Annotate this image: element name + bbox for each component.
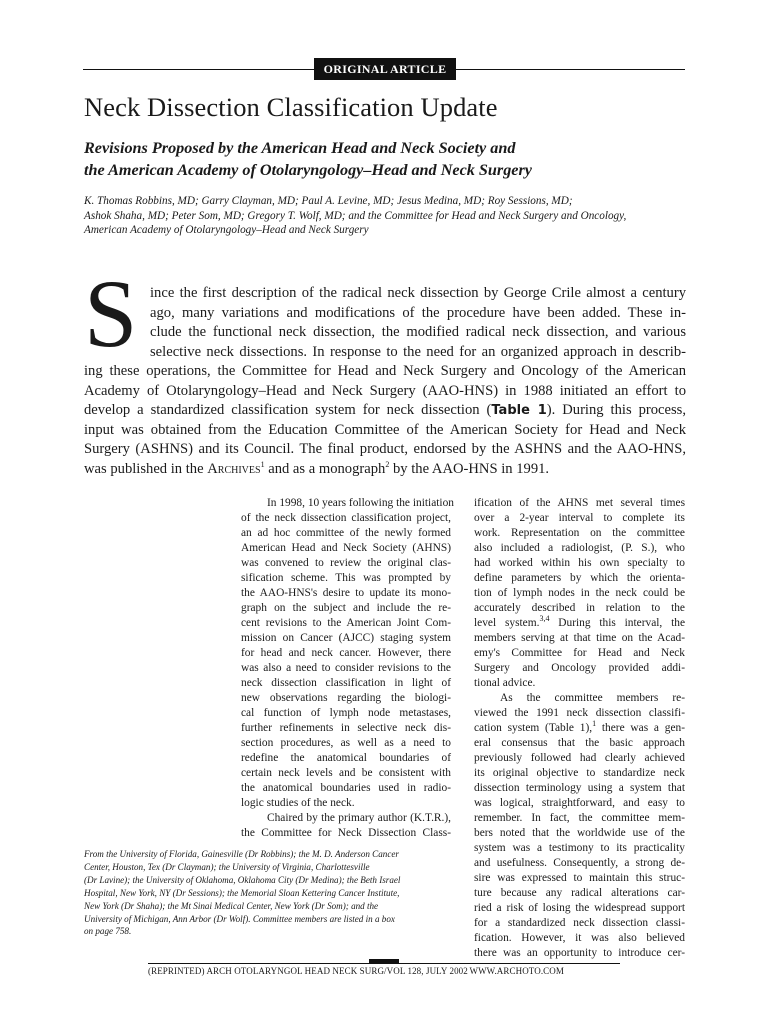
intro-paragraph [84,284,686,479]
footer-rule [148,963,620,964]
text-line: fication. However, it was also believed [474,932,685,944]
article-subtitle [84,137,704,181]
text-line: for a standardized neck dissection classi- [474,917,685,929]
text-line: previously followed had clearly achieved [474,752,685,764]
text-span: level system. [474,617,540,629]
text-line: ification of the AHNS met several times [474,497,685,509]
text-span: there was a gen- [596,722,685,734]
subtitle-line: Revisions Proposed by the American Head and Neck Society and [84,139,516,157]
text-line: sire was expressed to maintain this struc- [474,872,685,884]
intro-text: by the AAO-HNS in 1991. [389,460,550,477]
text-line: was logical, straightforward, and easy to [474,797,685,809]
author-line: American Academy of Otolaryngology–Head and Neck Surgery [84,224,369,237]
text-line: graph on the subject and include the re- [241,602,451,614]
text-line: In 1998, 10 years following the initiation [267,497,454,509]
text-line: its original objective to standardize neck [474,767,685,779]
text-line: bers noted that the worldwide use of the [474,827,685,839]
text-line: work. Representation on the committee [474,527,685,539]
text-line: further refinements in selective neck dis- [241,722,451,734]
text-line: tion of lymph nodes in the neck could be [474,587,685,599]
reference-1-link[interactable]: 1 [260,459,265,469]
text-line: members serving at that time on the Acad- [474,632,685,644]
text-line: sification scheme. This was prompted by [241,572,451,584]
intro-text: and as a monograph [264,460,386,477]
text-line: an ad hoc committee of the newly formed [241,527,451,539]
footnote-line: From the University of Florida, Gainesville (Dr Robbins); the M. D. Anderson Cancer [84,849,399,859]
footnote-line: on page 758. [84,926,132,937]
author-list [84,194,694,238]
text-line: the anatomical boundaries used in radio- [241,782,451,794]
body-column-middle [241,496,454,841]
text-line [474,616,685,631]
text-line: of the neck dissection classification project, [241,512,451,524]
article-title: Neck Dissection Classification Update [84,92,498,122]
intro-line: ing these operations, the Committee for Head and Neck Surgery and Oncology of the American [84,363,686,379]
footnote-line: Center, Houston, Tex (Dr Clayman); the University of Virginia, Charlottesville [84,861,370,872]
text-line: the AAO-HNS's desire to update its mono- [241,587,451,599]
journal-url-link[interactable]: WWW.ARCHOTO.COM [469,966,564,976]
text-line: mission on Cancer (AJCC) staging system [241,632,451,644]
table-1-link[interactable]: Table 1 [491,403,547,418]
text-line: ried a risk of losing the widespread support [474,902,685,914]
drop-cap: S [84,260,138,367]
article-type-label: ORIGINAL ARTICLE [314,58,456,80]
text-span: During this interval, the [549,617,685,629]
text-line: viewed the 1991 neck dissection classifi- [474,707,685,719]
text-line: cal function of lymph node metastases, [241,707,451,719]
author-line: Ashok Shaha, MD; Peter Som, MD; Gregory T. Wolf, MD; and the Committee for Head and Neck Surgery and Oncology, [84,209,627,222]
reference-1-link[interactable]: 1 [592,719,597,729]
text-line: also included a radiologist, (P. S.), who [474,542,685,554]
footnote-line: (Dr Lavine); the University of Oklahoma, Oklahoma City (Dr Medina); the Beth Israel [84,874,401,885]
text-line: eral consensus that the basic approach [474,737,685,749]
text-line: remember. In fact, the committee mem- [474,812,685,824]
text-line: was convened to review the original clas- [241,557,451,569]
intro-line: ince the first description of the radical neck dissection by George Crile almost a century [150,285,686,301]
text-line [474,721,685,736]
text-line: cent revisions to the American Joint Com- [241,617,451,629]
text-line: Chaired by the primary author (K.T.R.), [267,812,451,824]
text-line: emy's Committee for Head and Neck [474,647,685,659]
footnote-line: New York (Dr Shaha); the Mt Sinai Medical Center, New York (Dr Som); and the [84,900,379,911]
intro-text: ). During this process, [546,402,686,418]
text-line: neck dissection classification in light of [241,677,451,689]
intro-line [84,401,686,421]
journal-citation: (REPRINTED) ARCH OTOLARYNGOL HEAD NECK SURG/VOL 128, JULY 2002 [148,966,468,976]
text-line: ture because any radical alterations car- [474,887,685,899]
affiliations-footnote [84,848,454,938]
intro-line: ago, many variations and modifications of the procedure have been added. These in- [150,304,686,321]
footnote-line: University of Michigan, Ann Arbor (Dr Wolf). Committee members are listed in a box [84,913,395,924]
intro-text: was published in the [84,460,208,477]
text-span: cation system (Table 1), [474,722,593,734]
intro-line [84,460,686,480]
reference-2-link[interactable]: 2 [385,459,390,469]
text-line: section procedures, as well as a need to [241,737,451,749]
text-line: Surgery and Oncology provided addi- [474,662,685,674]
text-line: define parameters by which the orienta- [474,572,685,584]
text-line: for head and neck cancer. However, there [241,647,451,659]
subtitle-line: the American Academy of Otolaryngology–Head and Neck Surgery [84,161,532,179]
intro-text: develop a standardized classification system for neck dissection ( [84,402,492,418]
text-line: dissection terminology using a system that [474,782,685,794]
footnote-line: Hospital, New York, NY (Dr Sessions); the Memorial Sloan Kettering Cancer Institute, [84,887,400,898]
body-column-right [474,496,685,961]
author-line: K. Thomas Robbins, MD; Garry Clayman, MD; Paul A. Levine, MD; Jesus Medina, MD; Roy Sessions, MD; [84,195,573,207]
page-footer [148,966,564,976]
text-line: over a 2-year interval to complete its [474,512,685,524]
text-line: logic studies of the neck. [241,797,355,809]
text-line: there was an opportunity to introduce cer- [474,947,685,959]
text-line: the Committee for Neck Dissection Class- [241,827,451,839]
journal-name: Archives [207,460,261,477]
text-line: new observations regarding the biologi- [241,692,451,704]
text-line: tional advice. [474,677,536,689]
text-line: system was a testimony to its practicality [474,842,685,854]
text-line: had worked within his own specialty to [474,557,685,569]
text-line: As the committee members re- [500,692,685,704]
text-line: redefine the anatomical boundaries of [241,752,451,764]
text-line: and usefulness. Consequently, a strong de- [474,857,685,869]
reference-3-4-link[interactable]: 3,4 [539,614,550,624]
text-line: was also a need to consider revisions to the [241,662,451,674]
text-line: American Head and Neck Society (AHNS) [241,542,451,554]
intro-line: Surgery (ASHNS) and its Council. The final product, endorsed by the ASHNS and the AAO-HNS, [84,441,686,457]
text-line: accurately described in relation to the [474,602,685,614]
intro-line: Academy of Otolaryngology–Head and Neck Surgery (AAO-HNS) in 1988 initiated an effort to [84,382,686,399]
intro-line: input was obtained from the Education Committee of the American Society for Head and Neck [84,421,686,438]
intro-line: selective neck dissections. In response to the need for an organized approach in describ- [150,343,686,360]
text-line: certain neck levels and be consistent with [241,767,451,779]
intro-line: clude the functional neck dissection, the modified radical neck dissection, and various [150,324,686,340]
